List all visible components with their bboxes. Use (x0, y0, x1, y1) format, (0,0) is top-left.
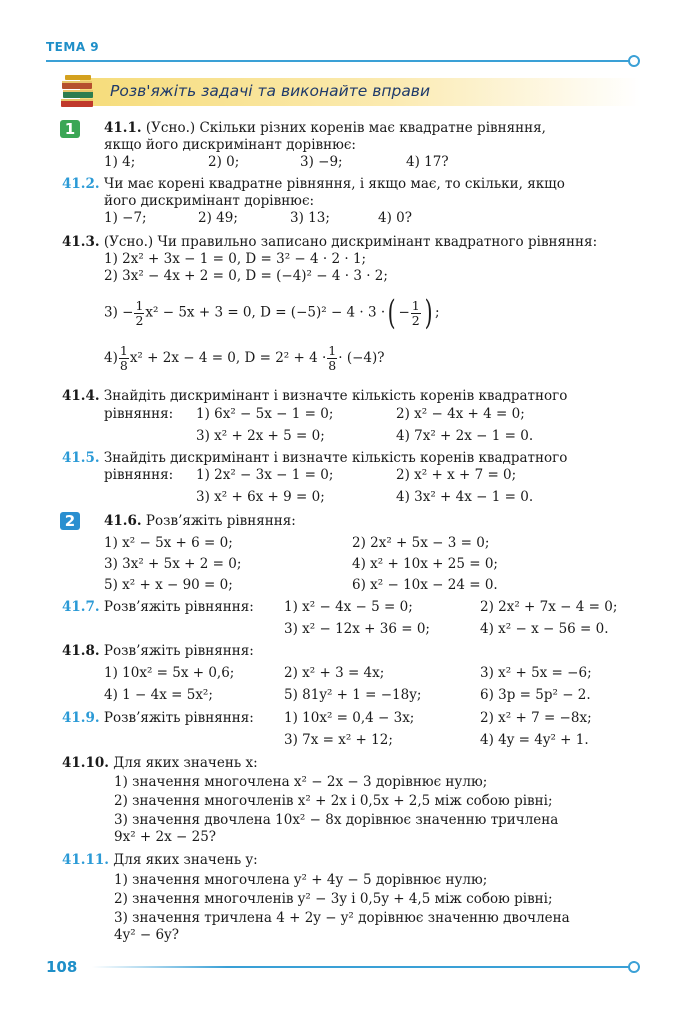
option: 1) 4; (104, 154, 136, 170)
option: 1) 2x² − 3x − 1 = 0; (196, 467, 334, 483)
numerator: 1 (411, 297, 420, 313)
exercise-41-1 (104, 120, 546, 137)
exercise-number: 41.4. (62, 388, 100, 404)
left-paren: ( (387, 293, 396, 333)
exercise-41-8 (62, 643, 254, 660)
numerator: 1 (135, 297, 144, 313)
header-rule (46, 60, 630, 62)
exercise-text: Знайдіть дискримінант і визначте кількість коренів квадратного (103, 388, 568, 404)
option: 2) x² − 4x + 4 = 0; (396, 406, 525, 422)
exercise-41-9 (62, 710, 254, 727)
option: 2) 49; (198, 210, 238, 226)
footer-rule (92, 966, 632, 968)
option: 1) 6x² − 5x − 1 = 0; (196, 406, 334, 422)
exercise-text: Чи має корені квадратне рівняння, і якщо має, то скільки, якщо (103, 176, 565, 192)
exercise-number: 41.8. (62, 643, 100, 659)
level-2-badge: 2 (60, 512, 80, 530)
option: 5) 81y² + 1 = −18y; (284, 687, 422, 703)
option: 3) x² − 12x + 36 = 0; (284, 621, 430, 637)
option: 2) значення многочленів x² + 2x і 0,5x + 2,5 між собою рівні; (114, 793, 553, 809)
exercise-41-4 (62, 388, 567, 405)
option: 3) значення двочлена 10x² − 8x дорівнює значенню тричлена (114, 812, 559, 828)
exercise-41-2 (62, 176, 565, 193)
numerator: 1 (119, 343, 128, 358)
exercise-number: 41.1. (104, 120, 142, 136)
option: 3) 3x² + 5x + 2 = 0; (104, 556, 242, 572)
exercise-number: 41.5. (62, 450, 100, 466)
exercise-number: 41.9. (62, 710, 100, 726)
exercise-number: 41.2. (62, 176, 100, 192)
option: 4) 0? (378, 210, 412, 226)
option: 1) 2x² + 3x − 1 = 0, D = 3² − 4 · 2 · 1; (104, 251, 367, 267)
denominator: 2 (135, 312, 144, 328)
option: 1) 10x² = 0,4 − 3x; (284, 710, 415, 726)
option: 3) 13; (290, 210, 330, 226)
option: 6) x² − 10x − 24 = 0. (352, 577, 498, 593)
exercise-text: Для яких значень y: (113, 852, 258, 868)
exercise-text: Розв’яжіть рівняння: (145, 513, 296, 529)
books-icon (58, 72, 98, 116)
exercise-text: (Усно.) Скільки різних коренів має квадратне рівняння, (145, 120, 546, 136)
banner-title: Розв'яжіть задачі та виконайте вправи (110, 82, 431, 100)
level-1-badge: 1 (60, 120, 80, 138)
option: 1) x² − 4x − 5 = 0; (284, 599, 413, 615)
exercise-41-11 (62, 852, 258, 869)
exercise-41-3 (62, 234, 597, 251)
option: 4) 1 − 4x = 5x²; (104, 687, 213, 703)
numerator: 1 (328, 343, 337, 358)
option: 2) 2x² + 7x − 4 = 0; (480, 599, 618, 615)
option: 2) x² + 7 = −8x; (480, 710, 592, 726)
option: 9x² + 2x − 25? (114, 829, 217, 845)
exercise-text: рівняння: (104, 467, 174, 483)
option: 3) x² + 6x + 9 = 0; (196, 489, 325, 505)
option: 2) 3x² − 4x + 2 = 0, D = (−4)² − 4 · 3 · 2; (104, 268, 388, 284)
option: 3) x² + 2x + 5 = 0; (196, 428, 325, 444)
header-rule-end (628, 55, 640, 67)
option: 1) x² − 5x + 6 = 0; (104, 535, 233, 551)
option: 4) x² + 10x + 25 = 0; (352, 556, 498, 572)
exercise-number: 41.7. (62, 599, 100, 615)
exercise-text: якщо його дискримінант дорівнює: (104, 137, 356, 153)
option: 1) 10x² = 5x + 0,6; (104, 665, 235, 681)
option: 4y² − 6y? (114, 927, 179, 943)
denominator: 8 (328, 358, 337, 373)
exercise-41-7 (62, 599, 254, 616)
exercise-text: Розв’яжіть рівняння: (103, 599, 254, 615)
option-text: · (−4)? (338, 350, 385, 366)
option: 3) −9; (300, 154, 343, 170)
exercise-text: Розв’яжіть рівняння: (103, 710, 254, 726)
option-text: x² − 5x + 3 = 0, D = (−5)² − 4 · 3 · (145, 304, 386, 321)
exercise-text: (Усно.) Чи правильно записано дискримінант квадратного рівняння: (103, 234, 598, 250)
fraction (411, 299, 421, 328)
option: 2) 0; (208, 154, 240, 170)
exercise-text: його дискримінант дорівнює: (104, 193, 315, 209)
exercise-41-6 (104, 513, 296, 530)
exercise-text: Для яких значень x: (113, 755, 258, 771)
option: 3) x² + 5x = −6; (480, 665, 592, 681)
option: 4) 17? (406, 154, 449, 170)
option: 2) значення многочленів y² − 3y і 0,5y + 4,5 між собою рівні; (114, 891, 553, 907)
option-3 (104, 293, 440, 333)
option-4 (104, 344, 385, 373)
option: 2) 2x² + 5x − 3 = 0; (352, 535, 490, 551)
option: 6) 3p = 5p² − 2. (480, 687, 591, 703)
exercise-text: Знайдіть дискримінант і визначте кількість коренів квадратного (103, 450, 568, 466)
option: 4) 7x² + 2x − 1 = 0. (396, 428, 534, 444)
option: 2) x² + 3 = 4x; (284, 665, 385, 681)
option: 4) 4y = 4y² + 1. (480, 732, 589, 748)
option-text: 4) (104, 350, 118, 366)
option-text: − (398, 304, 410, 321)
option: 1) значення многочлена x² − 2x − 3 дорівнює нулю; (114, 774, 488, 790)
option: 1) −7; (104, 210, 147, 226)
denominator: 2 (411, 312, 420, 328)
fraction (119, 344, 129, 373)
exercise-number: 41.6. (104, 513, 142, 529)
topic-label: ТЕМА 9 (46, 40, 100, 54)
denominator: 8 (119, 358, 128, 373)
exercise-text: рівняння: (104, 406, 174, 422)
exercise-41-10 (62, 755, 258, 772)
exercise-number: 41.11. (62, 852, 109, 868)
option-text: ; (434, 304, 440, 321)
option: 3) 7x = x² + 12; (284, 732, 393, 748)
footer-rule-end (628, 961, 640, 973)
option: 4) 3x² + 4x − 1 = 0. (396, 489, 534, 505)
option: 5) x² + x − 90 = 0; (104, 577, 233, 593)
exercise-text: Розв’яжіть рівняння: (103, 643, 254, 659)
option: 3) значення тричлена 4 + 2y − y² дорівнює значенню двочлена (114, 910, 570, 926)
exercise-number: 41.10. (62, 755, 109, 771)
right-paren: ) (424, 293, 433, 333)
option: 4) x² − x − 56 = 0. (480, 621, 609, 637)
option: 2) x² + x + 7 = 0; (396, 467, 517, 483)
fraction (327, 344, 337, 373)
option-text: x² + 2x − 4 = 0, D = 2² + 4 · (129, 350, 327, 366)
option-text: 3) − (104, 304, 134, 321)
page-number: 108 (46, 958, 78, 976)
option: 1) значення многочлена y² + 4y − 5 дорівнює нулю; (114, 872, 488, 888)
fraction (134, 299, 144, 328)
exercise-number: 41.3. (62, 234, 100, 250)
exercise-41-5 (62, 450, 567, 467)
